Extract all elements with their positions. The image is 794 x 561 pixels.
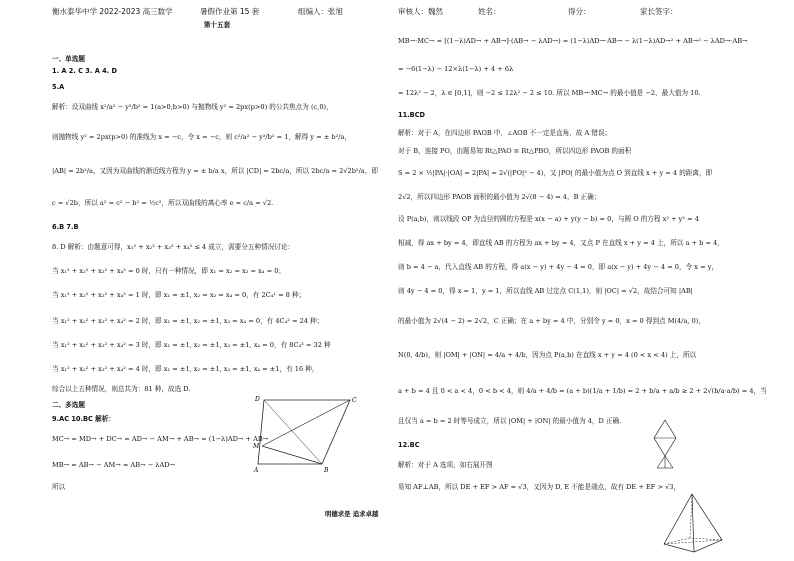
q11-line-11: a + b = 4 且 0 < a < 4，0 < b < 4，则 4/a + 4/b = (a + b)(1/a + 1/b) = 2 + b/a + a/b ≥ 2 + 2√(b/a·a/b) = 4，当 bbox=[398, 387, 767, 395]
q12-line-1: 解析：对于 A 选项，如右展开图 bbox=[398, 461, 493, 469]
q11-line-2: 对于 B，连接 PO，由题易知 Rt△PAO ≌ Rt△PBO，所以四边形 PAOB 的面积 bbox=[398, 147, 632, 155]
section-multi-choice: 二、多选题 bbox=[52, 401, 85, 409]
q8-conclusion: 综合以上五种情况，则总共为：81 种，故选 D. bbox=[52, 385, 191, 393]
header-school: 衡水泰华中学 2022-2023 高三数学 bbox=[52, 7, 173, 16]
q8-case-1: 当 x₁² + x₂² + x₃² + x₄² = 1 时，即 x₁ = ±1, x₂ = x₃ = x₄ = 0，有 2C₄¹ = 8 种； bbox=[52, 291, 306, 299]
q8-case-0: 当 x₁² + x₂² + x₃² + x₄² = 0 时，只有一种情况，即 x₁ = x₂ = x₃ = x₄ = 0； bbox=[52, 267, 286, 275]
q10-line-therefore: 所以 bbox=[52, 483, 66, 491]
fig-label-c: C bbox=[352, 397, 357, 404]
header-score: 得分： bbox=[568, 7, 591, 16]
footer-motto: 明德求是 追求卓越 bbox=[325, 510, 379, 518]
q12-line-2: 易知 AF⊥AB，所以 DE + EF > AF = √3，又因为 D, E 不能是端点，故有 DE + EF > √3， bbox=[398, 483, 681, 491]
pyramid-figure bbox=[660, 492, 726, 554]
header-editor: 组编人：张旭 bbox=[298, 7, 343, 16]
q11-line-6: 相减，得 ax + by = 4，即直线 AB 的方程为 ax + by = 4，又点 P 在直线 x + y = 4 上，所以 a + b = 4， bbox=[398, 239, 724, 247]
q5-line-3: |AB| = 2b²/a，又因为双曲线的渐近线方程为 y = ± b/a x，所以 |CD| = 2bc/a，所以 2bc/a = 2√2b²/a，即 bbox=[52, 167, 378, 175]
q11-line-9: 的最小值为 2√(4 − 2) = 2√2，C 正确；在 a + by = 4 中，分别令 y = 0，x = 0 得到点 M(4/a, 0)， bbox=[398, 317, 705, 325]
q10-range: = 12λ² − 2，λ ∈ [0,1]，则 −2 ≤ 12λ² − 2 ≤ 10. 所以 MB→·MC→ 的最小值是 −2，最大值为 10. bbox=[398, 89, 701, 97]
fig-label-b: B bbox=[324, 467, 329, 474]
q12-answer: 12.BC bbox=[398, 441, 420, 449]
q11-line-4: 2√2，所以四边形 PAOB 面积的最小值为 2√(8 − 4) = 4，B 正确； bbox=[398, 193, 601, 201]
q11-line-10: N(0, 4/b)，则 |OM| + |ON| = 4/a + 4/b，因为点 P(a,b) 在直线 x + y = 4 (0 < x < 4) 上，所以 bbox=[398, 351, 697, 359]
fig-label-d: D bbox=[255, 396, 260, 403]
header-homework: 暑假作业第 15 套 bbox=[200, 7, 260, 16]
q10-expand: = −6(1−λ) − 12×λ(1−λ) + 4 + 6λ bbox=[398, 65, 514, 73]
section-single-choice: 一、单选题 bbox=[52, 55, 85, 63]
q8-case-3: 当 x₁² + x₂² + x₃² + x₄² = 3 时，即 x₁ = ±1, x₂ = ±1, x₃ = ±1, x₄ = 0，有 8C₄³ = 32 种 bbox=[52, 341, 331, 349]
answers-9-10: 9.AC 10.BC 解析： bbox=[52, 415, 115, 423]
header-parent: 家长签字： bbox=[640, 7, 678, 16]
answers-6-7: 6.B 7.B bbox=[52, 223, 79, 231]
parallelogram-figure bbox=[252, 394, 362, 474]
q10-line-mb: MB→ = AB→ − AM→ = AB→ − λAD→ bbox=[52, 461, 176, 469]
set-title: 第十五套 bbox=[203, 21, 231, 29]
fig-label-a: A bbox=[254, 467, 259, 474]
q11-line-12: 且仅当 a = b = 2 时等号成立，所以 |OM| + |ON| 的最小值为 4，D 正确. bbox=[398, 417, 622, 425]
q5-line-4: c = √2b，所以 a² = c² − b² = ½c²，所以双曲线的离心率 e = c/a = √2. bbox=[52, 199, 274, 207]
q11-line-1: 解析：对于 A，在四边形 PAOB 中，∠AOB 不一定是直角，故 A 错误； bbox=[398, 129, 612, 137]
fig-label-m: M bbox=[253, 443, 260, 450]
q8-case-4: 当 x₁² + x₂² + x₃² + x₄² = 4 时，即 x₁ = ±1, x₂ = ±1, x₃ = ±1, x₄ = ±1，有 16 种， bbox=[52, 365, 319, 373]
q11-line-5: 设 P(a,b)，则以线段 OP 为直径的圆的方程是 x(x − a) + y(y − b) = 0，与圆 O 的方程 x² + y² = 4 bbox=[398, 215, 699, 223]
answers-1-4: 1. A 2. C 3. A 4. D bbox=[52, 67, 117, 75]
q8-line-1: 8. D 解析：由题意可得，x₁² + x₂² + x₃² + x₄² ≤ 4 成立，需要分五种情况讨论： bbox=[52, 243, 295, 251]
header-reviewer: 审核人：魏然 bbox=[398, 7, 443, 16]
q5-line-1: 解析：设双曲线 x²/a² − y²/b² = 1(a>0,b>0) 与抛物线 y² = 2px(p>0) 的公共焦点为 (c,0)， bbox=[52, 103, 333, 111]
q8-case-2: 当 x₁² + x₂² + x₃² + x₄² = 2 时，即 x₁ = ±1, x₂ = ±1, x₃ = x₄ = 0，有 4C₄² = 24 种； bbox=[52, 317, 324, 325]
q10-dot-product: MB→·MC→ = [(1−λ)AD→ + AB→]·(AB→ − λAD→) = (1−λ)AD→·AB→ − λ(1−λ)AD→² + AB→² − λAD→·AB→ bbox=[398, 37, 748, 45]
q11-answer: 11.BCD bbox=[398, 111, 426, 119]
header-name: 姓名： bbox=[478, 7, 501, 16]
q10-line-mc: MC→ = MD→ + DC→ = AD→ − AM→ + AB→ = (1−λ)AD→ + AB→ bbox=[52, 435, 269, 443]
q11-line-3: S = 2 × ½|PA|·|OA| = 2|PA| = 2√(|PO|² − 4)，又 |PO| 的最小值为点 O 到直线 x + y = 4 的距离，即 bbox=[398, 169, 713, 177]
q11-line-8: 则 4y − 4 = 0，得 x = 1，y = 1，所以直线 AB 过定点 C(1,1)，则 |OC| = √2，故结合可知 |AB| bbox=[398, 287, 693, 295]
q5-line-2: 则抛物线 y² = 2px(p>0) 的准线为 x = −c，令 x = −c，则 c²/a² − y²/b² = 1，解得 y = ± b²/a， bbox=[52, 133, 351, 141]
q5-answer: 5.A bbox=[52, 83, 65, 91]
tetrahedron-net-figure bbox=[652, 418, 678, 470]
q11-line-7: 则 b = 4 − a，代入直线 AB 的方程，得 a(x − y) + 4y − 4 = 0，即 a(x − y) + 4y − 4 = 0，令 x = y， bbox=[398, 263, 719, 271]
